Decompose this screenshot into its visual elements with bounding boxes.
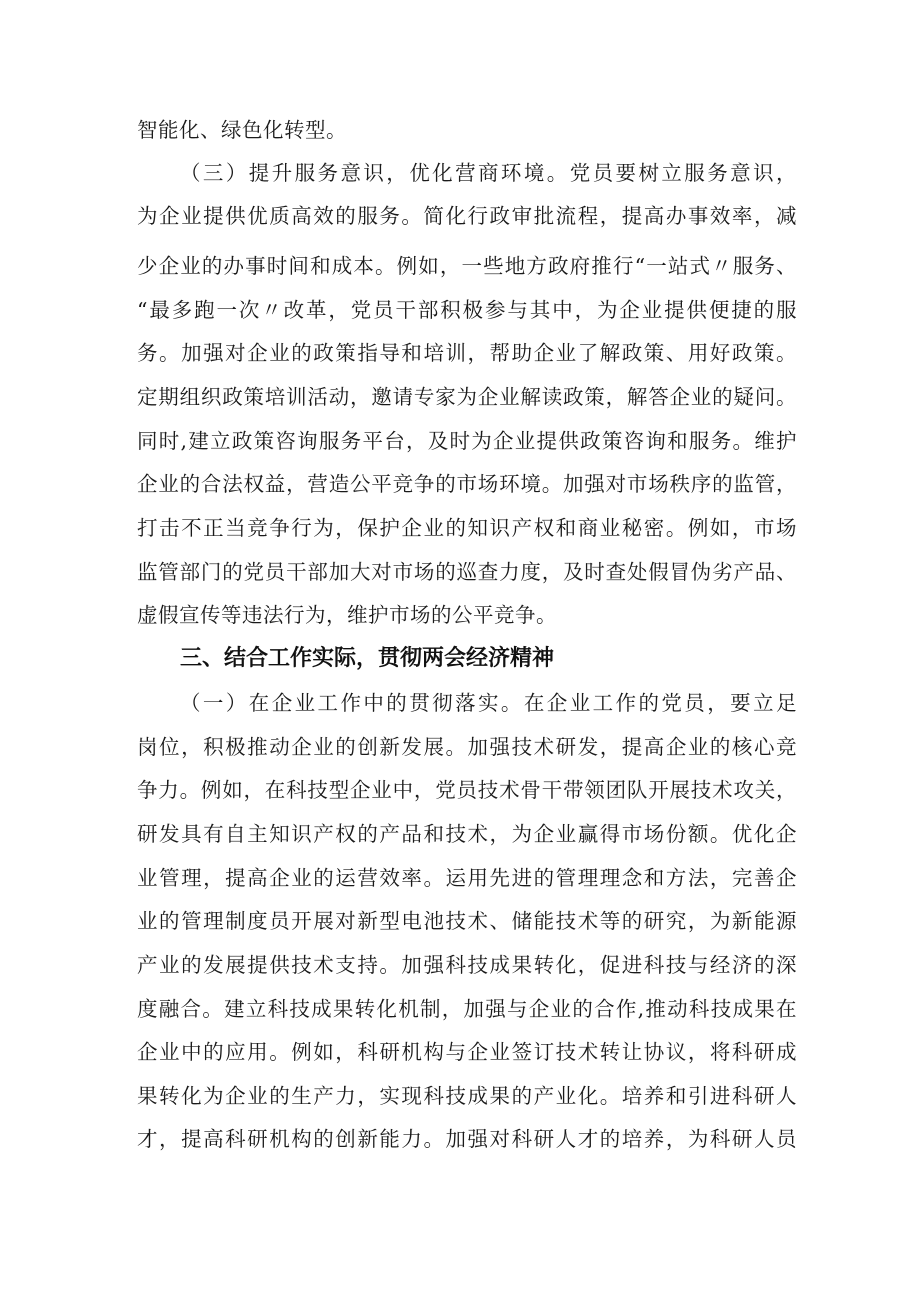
- text-line: 业的管理制度员开展对新型电池技术、储能技术等的研究，为新能源: [137, 909, 797, 933]
- text-line: 打击不正当竞争行为，保护企业的知识产权和商业秘密。例如，市场: [137, 516, 797, 540]
- text-line: 为企业提供优质高效的服务。简化行政审批流程，提高办事效率，减: [137, 204, 797, 228]
- text-line: 岗位，积极推动企业的创新发展。加强技术研发，提高企业的核心竞: [137, 735, 797, 759]
- text-line: 同时,建立政策咨询服务平台，及时为企业提供政策咨询和服务。维护: [137, 429, 797, 453]
- text-line: 才，提高科研机构的创新能力。加强对科研人才的培养，为科研人员: [137, 1127, 797, 1151]
- text-line: 少企业的办事时间和成本。例如，一些地方政府推行“一站式〃服务、: [137, 254, 797, 278]
- paragraph-first-line: （三）提升服务意识，优化营商环境。党员要树立服务意识，: [180, 161, 797, 185]
- text-line: 监管部门的党员干部加大对市场的巡查力度，及时查处假冒伪劣产品、: [137, 560, 797, 584]
- text-line: 企业中的应用。例如，科研机构与企业签订技术转让协议，将科研成: [137, 1040, 797, 1064]
- text-line: 争力。例如，在科技型企业中，党员技术骨干带领团队开展技术攻关，: [137, 778, 797, 802]
- text-line: 产业的发展提供技术支持。加强科技成果转化，促进科技与经济的深: [137, 953, 797, 977]
- text-line: 智能化、绿色化转型。: [137, 118, 347, 142]
- text-line: 研发具有自主知识产权的产品和技术，为企业赢得市场份额。优化企: [137, 822, 797, 846]
- text-line: 企业的合法权益，营造公平竞争的市场环境。加强对市场秩序的监管，: [137, 472, 797, 496]
- text-line: 果转化为企业的生产力，实现科技成果的产业化。培养和引进科研人: [137, 1084, 797, 1108]
- text-line: 务。加强对企业的政策指导和培训，帮助企业了解政策、用好政策。: [137, 341, 797, 365]
- text-line: 度融合。建立科技成果转化机制，加强与企业的合作,推动科技成果在: [137, 997, 797, 1021]
- paragraph-first-line: （一）在企业工作中的贯彻落实。在企业工作的党员，要立足: [180, 691, 797, 715]
- text-line: “最多跑一次〃改革，党员干部积极参与其中，为企业提供便捷的服: [137, 298, 797, 322]
- text-line: 定期组织政策培训活动，邀请专家为企业解读政策，解答企业的疑问。: [137, 385, 797, 409]
- text-line: 业管理，提高企业的运营效率。运用先进的管理理念和方法，完善企: [137, 866, 797, 890]
- section-heading: 三、结合工作实际，贯彻两会经济精神: [180, 646, 555, 671]
- text-line: 虚假宣传等违法行为，维护市场的公平竞争。: [137, 603, 557, 627]
